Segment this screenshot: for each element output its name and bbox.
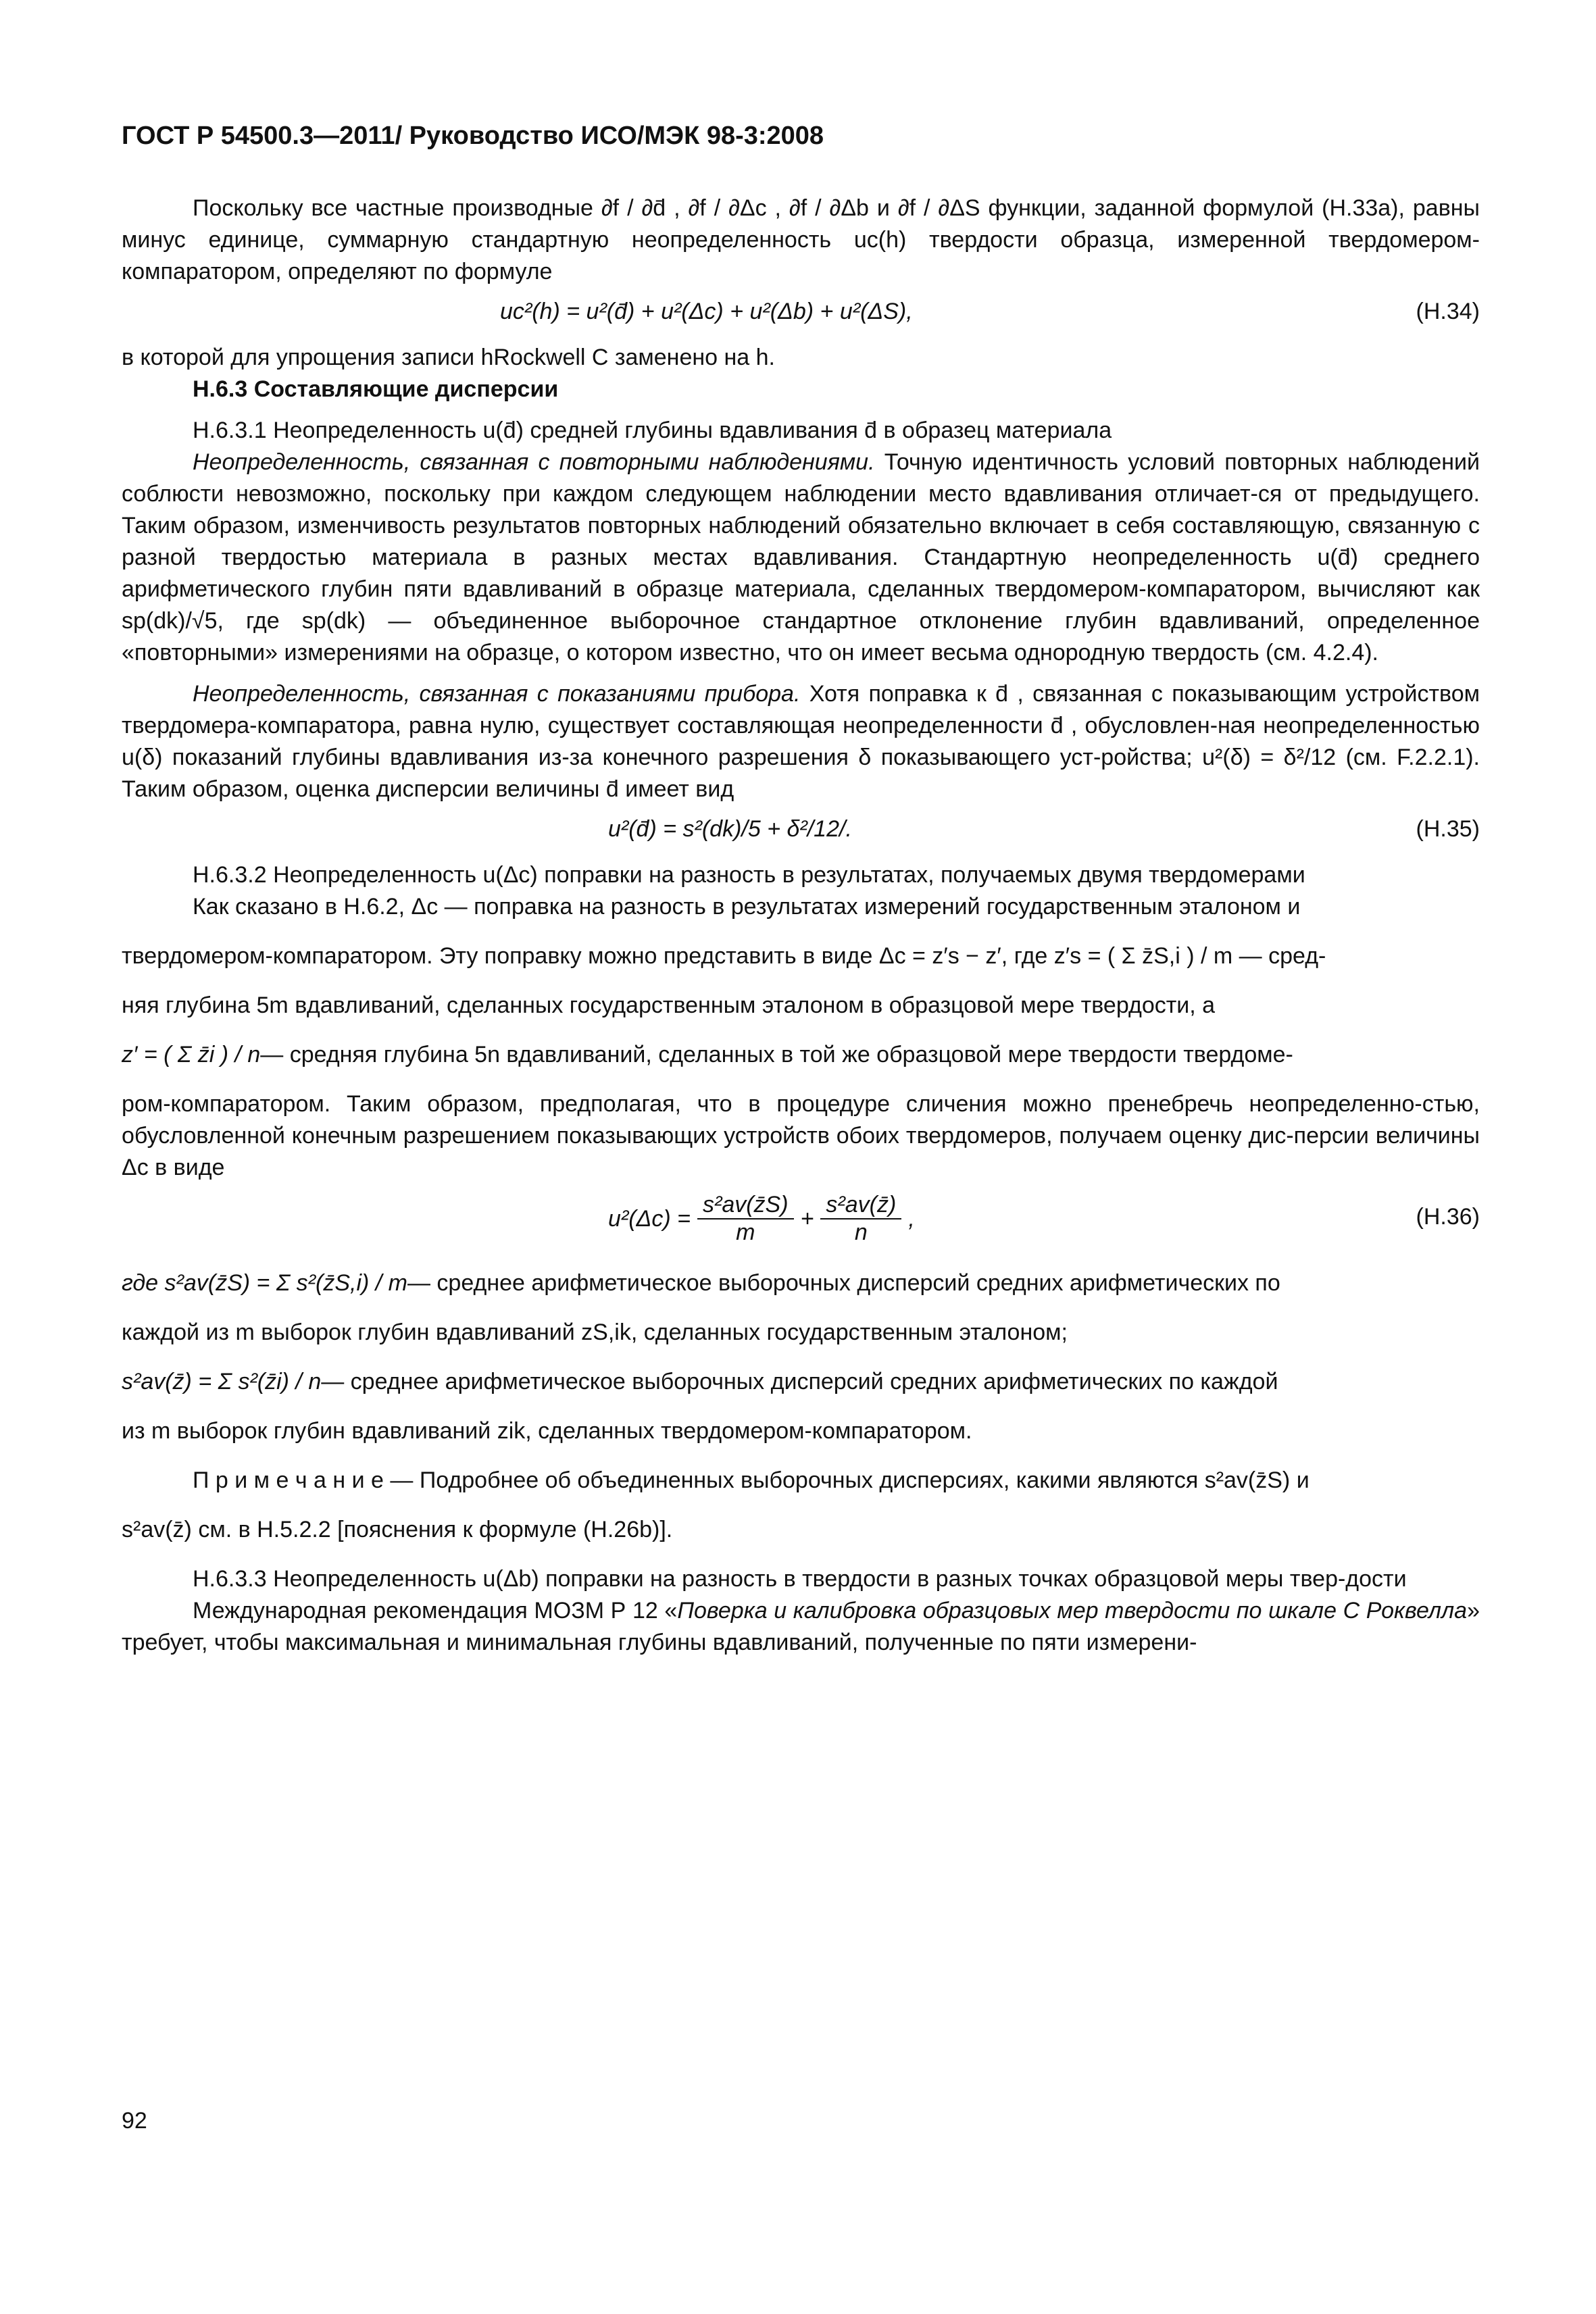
paragraph: каждой из m выборок глубин вдавливаний zS,ik, сделанных государственным эталоном; (122, 1319, 1068, 1345)
italic-title: Поверка и калибровка образцовых мер твердости по шкале С Роквелла (677, 1598, 1468, 1624)
paragraph: Поскольку все частные производные ∂f / ∂d̄ , ∂f / ∂Δc , ∂f / ∂Δb и ∂f / ∂ΔS функции, заданной формулой (Н.33а), равны минус единице, суммарную стандартную неопределенность uc(h) твердости образца, измеренной твердомером-компаратором, определяют по формуле (122, 195, 1480, 284)
page-content (122, 122, 1480, 1659)
fraction (820, 1192, 901, 1246)
formula-text: где s²av(z̄S) = Σ s²(z̄S,i) / m (122, 1270, 407, 1296)
paragraph: твердомером-компаратором. Эту поправку можно представить в виде Δc = z′s − z′, где z′s = ( Σ z̄S,i ) / m — сред- (122, 943, 1326, 969)
equation-number: (Н.35) (1416, 816, 1480, 842)
paragraph: ром-компаратором. Таким образом, предполагая, что в процедуре сличения можно пренебречь неопределенно-стью, обусловленной конечным разрешением показывающих устройств обоих твердомеров, получаем оценку дис-персии величины Δc в виде (122, 1091, 1480, 1180)
paragraph-text: Международная рекомендация МОЗМ Р 12 « (193, 1598, 678, 1624)
document-header: ГОСТ Р 54500.3—2011/ Руководство ИСО/МЭК 98-3:2008 (122, 122, 824, 150)
equation-number: (Н.34) (1416, 299, 1480, 324)
paragraph-text: Точную идентичность условий повторных наблюдений соблюсти невозможно, поскольку при каждом следующем наблюдении место вдавливания отличает-ся от предыдущего. Таким образом, изменчивость результатов повторных наблюдений обязательно включает в себя составляющую, связанную с разной твердостью материала в разных местах вдавливания. Стандартную неопределенность u(d̄) среднего арифметического глубин пяти вдавливаний в образце материала, сделанных твердомером-компаратором, вычисляют как sp(dk)/√5, где sp(dk) — объединенное выборочное стандартное отклонение глубин вдавливаний, определенное «повторными» измерениями на образце, о котором известно, что он имеет весьма однородную твердость (см. 4.2.4). (122, 449, 1480, 665)
denominator: m (736, 1219, 755, 1245)
note: П р и м е ч а н и е — Подробнее об объединенных выборочных дисперсиях, какими являются s²av(z̄S) и (193, 1467, 1310, 1493)
page-number: 92 (122, 2108, 147, 2134)
numerator: s²av(z̄S) (697, 1192, 794, 1219)
paragraph: Как сказано в Н.6.2, Δc — поправка на разность в результатах измерений государственным эталоном и (193, 894, 1301, 920)
subsection-heading: Н.6.3.1 Неопределенность u(d̄) средней глубины вдавливания d̄ в образец материала (193, 418, 1112, 443)
paragraph (122, 447, 1480, 669)
formula-text: z′ = ( Σ z̄i ) / n (122, 1042, 261, 1067)
subsection-heading: Н.6.3.2 Неопределенность u(Δc) поправки на разность в результатах, получаемых двумя твердомерами (193, 862, 1305, 888)
denominator: n (854, 1219, 868, 1245)
italic-lead: Неопределенность, связанная с показаниями прибора. (193, 681, 801, 707)
paragraph: из m выборок глубин вдавливаний zik, сделанных твердомером-компаратором. (122, 1418, 972, 1444)
formula-text: s²av(z̄) = Σ s²(z̄i) / n (122, 1369, 322, 1394)
formula-h36 (122, 1184, 1480, 1258)
paragraph-text: Хотя поправка к d̄ , связанная с показывающим устройством твердомера-компаратора, равна нулю, существует составляющая неопределенности d̄ , обусловлен-ная неопределенностью u(δ) показаний глубины вдавливания из-за конечного разрешения δ показывающего уст-ройства; u²(δ) = δ²/12 (см. F.2.2.1). Таким образом, оценка дисперсии величины d̄ имеет вид (122, 681, 1480, 802)
paragraph (122, 1595, 1480, 1659)
italic-lead: Неопределенность, связанная с повторными наблюдениями. (193, 449, 875, 475)
numerator: s²av(z̄) (820, 1192, 901, 1219)
fraction (697, 1192, 794, 1246)
formula-body (608, 1192, 915, 1246)
formula-row (122, 1366, 1480, 1398)
formula-lhs: u²(Δc) = (608, 1205, 691, 1232)
paragraph: няя глубина 5m вдавливаний, сделанных государственным эталоном в образцовой мере твердости, а (122, 992, 1216, 1018)
paragraph-text: » требует, чтобы максимальная и минимальная глубины вдавливаний, полученные по пяти измерени- (122, 1598, 1480, 1655)
paragraph (122, 678, 1480, 805)
formula-row (122, 1267, 1480, 1299)
plus-sign: + (800, 1205, 814, 1232)
formula-h34 (122, 288, 1480, 342)
formula-row (122, 1039, 1480, 1071)
formula-h35 (122, 805, 1480, 859)
equation-number: (Н.36) (1416, 1204, 1480, 1230)
note-continuation: s²av(z̄) см. в Н.5.2.2 [пояснения к формуле (Н.26b)]. (122, 1517, 673, 1542)
formula-text: uc²(h) = u²(d̄) + u²(Δc) + u²(Δb) + u²(ΔS), (500, 299, 913, 324)
comma: , (908, 1205, 915, 1232)
subsection-heading: Н.6.3.3 Неопределенность u(Δb) поправки на разность в твердости в разных точках образцовой меры твер-дости (193, 1566, 1407, 1592)
paragraph-text: — среднее арифметическое выборочных дисперсий средних арифметических по каждой (321, 1369, 1278, 1394)
section-heading: Н.6.3 Составляющие дисперсии (193, 376, 559, 402)
paragraph-text: — средняя глубина 5n вдавливаний, сделанных в той же образцовой мере твердости твердоме- (260, 1042, 1293, 1067)
paragraph: в которой для упрощения записи hRockwell C заменено на h. (122, 345, 775, 370)
formula-text: u²(d̄) = s²(dk)/5 + δ²/12/. (608, 816, 852, 842)
paragraph-text: — среднее арифметическое выборочных дисперсий средних арифметических по (407, 1270, 1280, 1296)
